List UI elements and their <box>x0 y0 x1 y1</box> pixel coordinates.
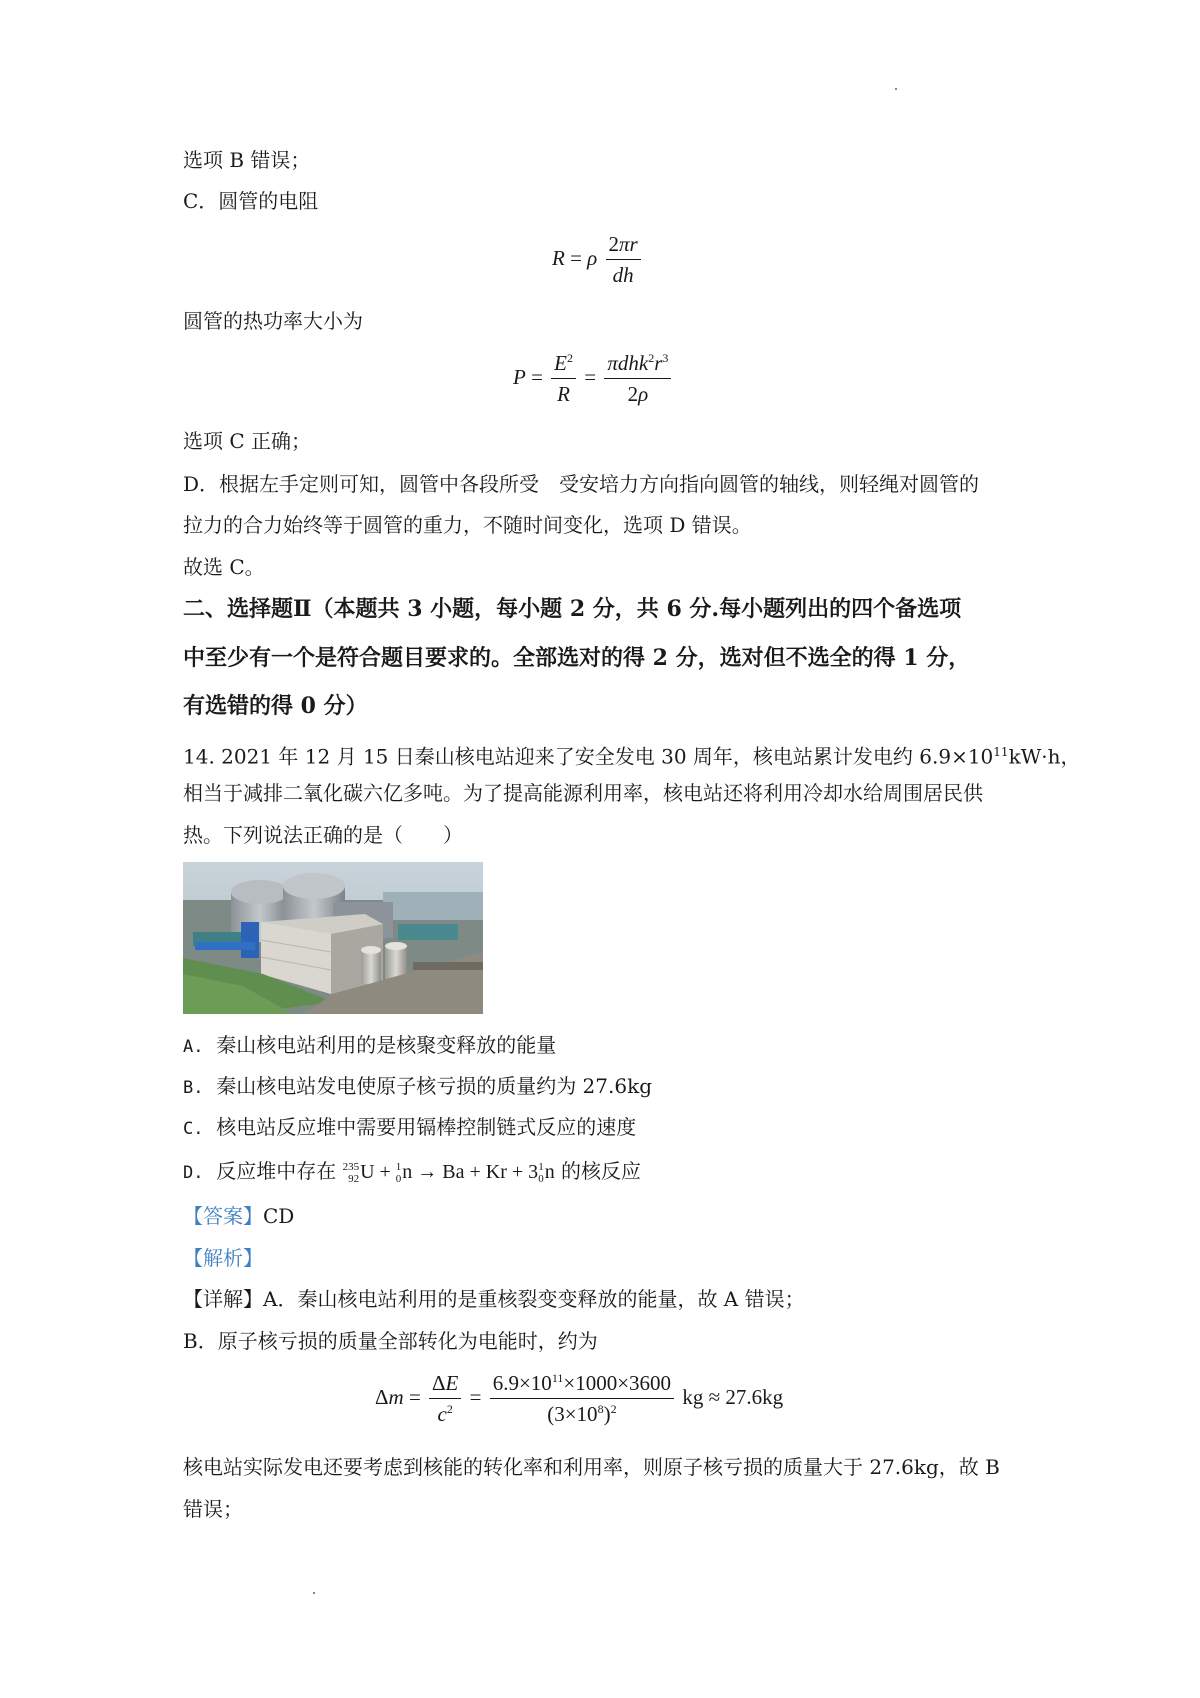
analysis-tag: 【解析】 <box>183 1246 263 1270</box>
detail-text: A．秦山核电站利用的是重核裂变变释放的能量，故 A 错误； <box>263 1287 805 1311</box>
option-text: 秦山核电站发电使原子核亏损的质量约为 27.6kg <box>216 1074 653 1098</box>
section-heading: 二、选择题Ⅱ（本题共 3 小题，每小题 2 分，共 6 分.每小题列出的四个备选项 <box>183 596 962 622</box>
option-a[interactable] <box>183 1030 556 1062</box>
option-b[interactable] <box>183 1071 652 1103</box>
question-text: 14. 2021 年 12 月 15 日秦山核电站迎来了安全发电 30 周年，核电站累计发电约 6.9×10 <box>183 744 994 769</box>
unit: kW·h， <box>1008 744 1081 769</box>
nuclear-reaction-formula: 235 92 U + 1 0 n → Ba + Kr + 3 1 0 n <box>342 1161 555 1186</box>
text-line: 选项 C 正确； <box>183 429 312 453</box>
option-label: D. <box>183 1163 204 1183</box>
nuclear-plant-photo <box>183 862 483 1014</box>
section-heading: 有选错的得 0 分） <box>183 693 368 719</box>
formula-mass-defect: Δm = $\frac{\Delta E}{c^2}$ = $\frac{6.9\times 10^{11}\times 1000\times 3600}{(3\times 10^8)^2}$ kg ≈ 27.6kg <box>375 1371 784 1426</box>
option-text: 秦山核电站利用的是核聚变释放的能量 <box>216 1033 557 1057</box>
detail-line: B．原子核亏损的质量全部转化为电能时，约为 <box>183 1329 598 1353</box>
formula-resistance: R = ρ $\frac{2\pi r}{dh}$ <box>552 232 644 288</box>
option-text: 反应堆中存在 <box>216 1159 337 1183</box>
text-line: 故选 C。 <box>183 555 265 579</box>
option-text: 的核反应 <box>561 1159 642 1183</box>
question-line: 热。下列说法正确的是（ ） <box>183 823 463 847</box>
answer-line <box>183 1201 294 1231</box>
option-label: B. <box>183 1078 204 1098</box>
question-line <box>183 737 1081 772</box>
text-line: D．根据左手定则可知，圆管中各段所受 受安培力方向指向圆管的轴线，则轻绳对圆管的 <box>183 472 980 496</box>
text-line: 拉力的合力始终等于圆管的重力，不随时间变化，选项 D 错误。 <box>183 513 752 537</box>
exponent: 11 <box>993 745 1009 759</box>
option-d[interactable] <box>183 1156 641 1188</box>
scan-speck <box>895 88 897 90</box>
answer-tag: 【答案】 <box>183 1204 263 1228</box>
answer-value: CD <box>263 1204 295 1228</box>
detail-line <box>183 1284 805 1314</box>
option-label: C. <box>183 1119 204 1139</box>
section-heading: 中至少有一个是符合题目要求的。全部选对的得 2 分，选对但不选全的得 1 分， <box>183 645 971 671</box>
detail-line: 核电站实际发电还要考虑到核能的转化率和利用率，则原子核亏损的质量大于 27.6kg，故 B <box>183 1455 1000 1479</box>
question-line: 相当于减排二氧化碳六亿多吨。为了提高能源利用率，核电站还将利用冷却水给周围居民供 <box>183 781 983 805</box>
text-line: 选项 B 错误； <box>183 148 311 172</box>
formula-heat-power: P = $\frac{E^2}{R}$ = $\frac{\pi dhk^2r^3}{2\rho}$ <box>513 351 674 407</box>
scan-speck <box>313 1592 315 1594</box>
detail-line: 错误； <box>183 1497 243 1521</box>
option-label: A. <box>183 1037 204 1057</box>
detail-tag: 【详解】 <box>183 1287 263 1311</box>
option-text: 核电站反应堆中需要用镉棒控制链式反应的速度 <box>216 1115 637 1139</box>
text-line: C．圆管的电阻 <box>183 189 319 213</box>
text-line: 圆管的热功率大小为 <box>183 309 363 333</box>
analysis-line <box>183 1243 263 1273</box>
option-c[interactable] <box>183 1112 636 1144</box>
